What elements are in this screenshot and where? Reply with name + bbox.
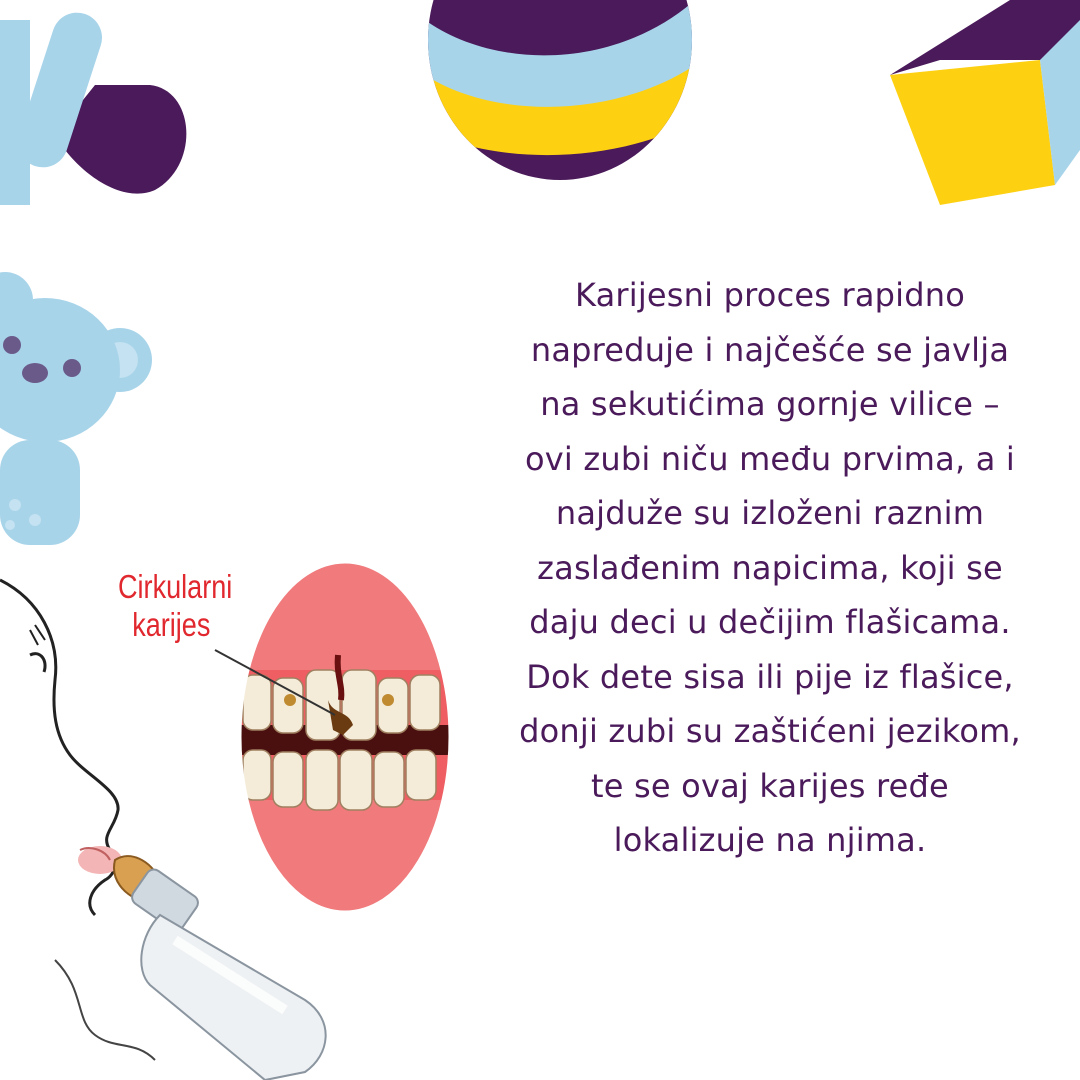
text-line: donji zubi su zaštićeni jezikom, bbox=[519, 712, 1021, 750]
text-line: na sekutićima gornje vilice – bbox=[540, 385, 1000, 423]
text-line: Karijesni proces rapidno bbox=[574, 276, 966, 314]
toy-cube-icon bbox=[885, 0, 1080, 210]
main-text-block bbox=[470, 268, 1070, 868]
text-line: te se ovaj karijes ređe bbox=[591, 766, 949, 805]
striped-ball-icon bbox=[425, 0, 695, 185]
text-line: Dok dete sisa ili pije iz flašice, bbox=[526, 657, 1014, 696]
text-line: lokalizuje na njima. bbox=[613, 821, 927, 859]
pacifier-icon bbox=[0, 0, 200, 215]
text-line: najduže su izloženi raznim bbox=[555, 494, 985, 532]
text-line: ovi zubi niču među prvima, a i bbox=[525, 439, 1015, 478]
callout-label bbox=[118, 568, 233, 644]
text-line: napreduje i najčešće se javlja bbox=[530, 330, 1010, 369]
callout-label-line2: karijes bbox=[132, 606, 211, 643]
text-line: daju deci u dečijim flašicama. bbox=[529, 603, 1011, 641]
callout-pointer bbox=[210, 640, 360, 730]
callout-label-line1: Cirkularni bbox=[118, 568, 233, 605]
teddy-bear-icon bbox=[0, 270, 160, 550]
caries-teeth-image bbox=[238, 560, 453, 915]
text-line: zaslađenim napicima, koji se bbox=[537, 548, 1003, 587]
